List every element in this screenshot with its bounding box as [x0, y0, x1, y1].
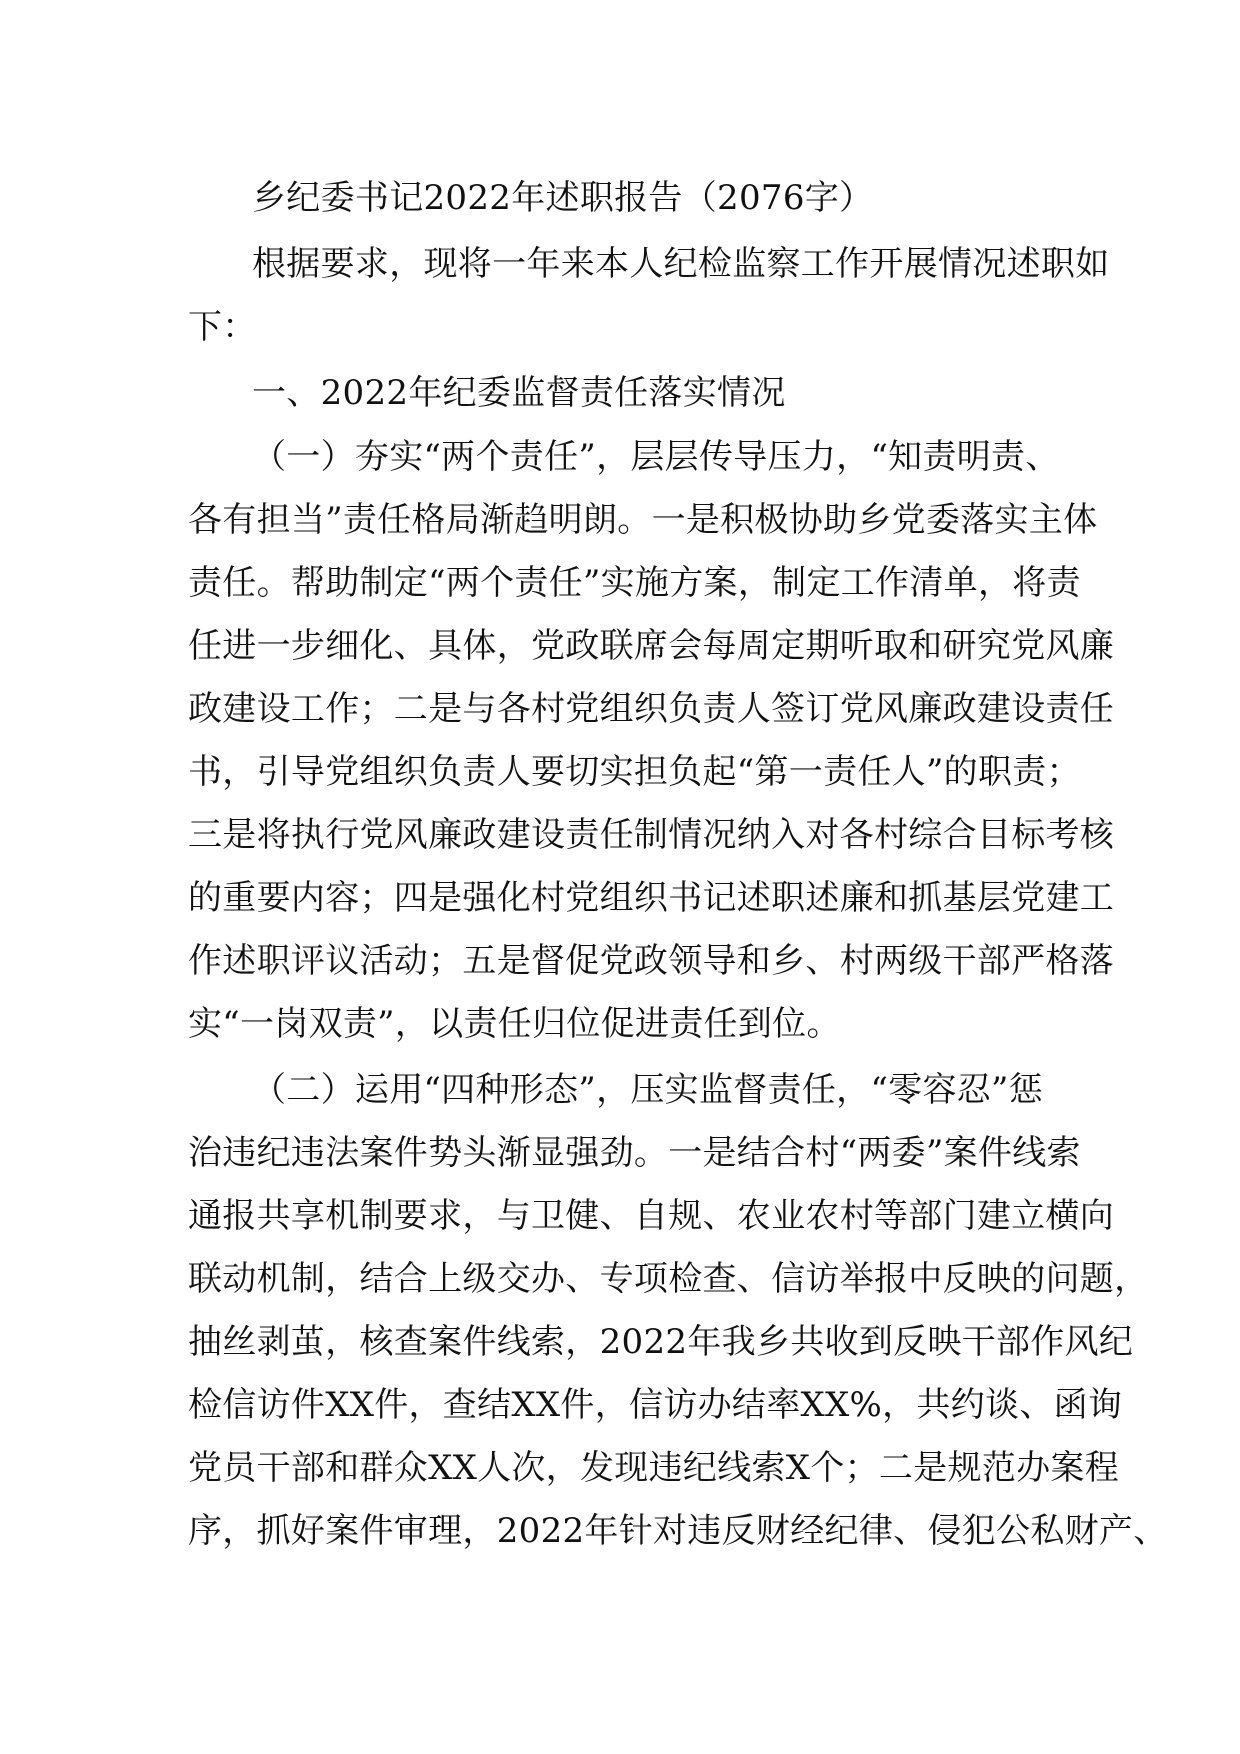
document-title: 乡纪委书记2022年述职报告（2076字）: [252, 178, 874, 218]
paragraph-1-line-4: 任进一步细化、具体，党政联席会每周定期听取和研究党风廉: [188, 626, 1115, 666]
intro-line-2: 下：: [188, 307, 257, 347]
paragraph-1-line-2: 各有担当”责任格局渐趋明朗。一是积极协助乡党委落实主体: [188, 500, 1098, 540]
section-heading: 一、2022年纪委监督责任落实情况: [252, 373, 786, 413]
paragraph-1-line-9: 作述职评议活动；五是督促党政领导和乡、村两级干部严格落: [188, 941, 1115, 981]
paragraph-2-line-2: 治违纪违法案件势头渐显强劲。一是结合村“两委”案件线索: [188, 1133, 1081, 1173]
paragraph-2-line-8: 序，抓好案件审理，2022年针对违反财经纪律、侵犯公私财产、: [188, 1511, 1168, 1551]
paragraph-1-line-3: 责任。帮助制定“两个责任”实施方案，制定工作清单，将责: [188, 563, 1081, 603]
intro-line-1: 根据要求，现将一年来本人纪检监察工作开展情况述职如: [252, 244, 1110, 284]
paragraph-2-line-5: 抽丝剥茧，核查案件线索，2022年我乡共收到反映干部作风纪: [188, 1322, 1134, 1362]
paragraph-2-line-4: 联动机制，结合上级交办、专项检查、信访举报中反映的问题，: [188, 1259, 1149, 1299]
paragraph-2-line-1: （二）运用“四种形态”，压实监督责任，“零容忍”惩: [252, 1070, 1044, 1110]
paragraph-2-line-6: 检信访件XX件，查结XX件，信访办结率XX%，共约谈、函询: [188, 1385, 1123, 1425]
paragraph-1-line-1: （一）夯实“两个责任”，层层传导压力，“知责明责、: [252, 437, 1060, 477]
paragraph-2-line-7: 党员干部和群众XX人次，发现违纪线索X个；二是规范办案程: [188, 1448, 1120, 1488]
paragraph-1-line-5: 政建设工作；二是与各村党组织负责人签订党风廉政建设责任: [188, 689, 1115, 729]
paragraph-1-line-7: 三是将执行党风廉政建设责任制情况纳入对各村综合目标考核: [188, 815, 1115, 855]
paragraph-2-line-3: 通报共享机制要求，与卫健、自规、农业农村等部门建立横向: [188, 1196, 1115, 1236]
paragraph-1-line-6: 书，引导党组织负责人要切实担负起“第一责任人”的职责；: [188, 752, 1081, 792]
paragraph-1-line-8: 的重要内容；四是强化村党组织书记述职述廉和抓基层党建工: [188, 878, 1115, 918]
paragraph-1-line-10: 实“一岗双责”，以责任归位促进责任到位。: [188, 1004, 841, 1044]
